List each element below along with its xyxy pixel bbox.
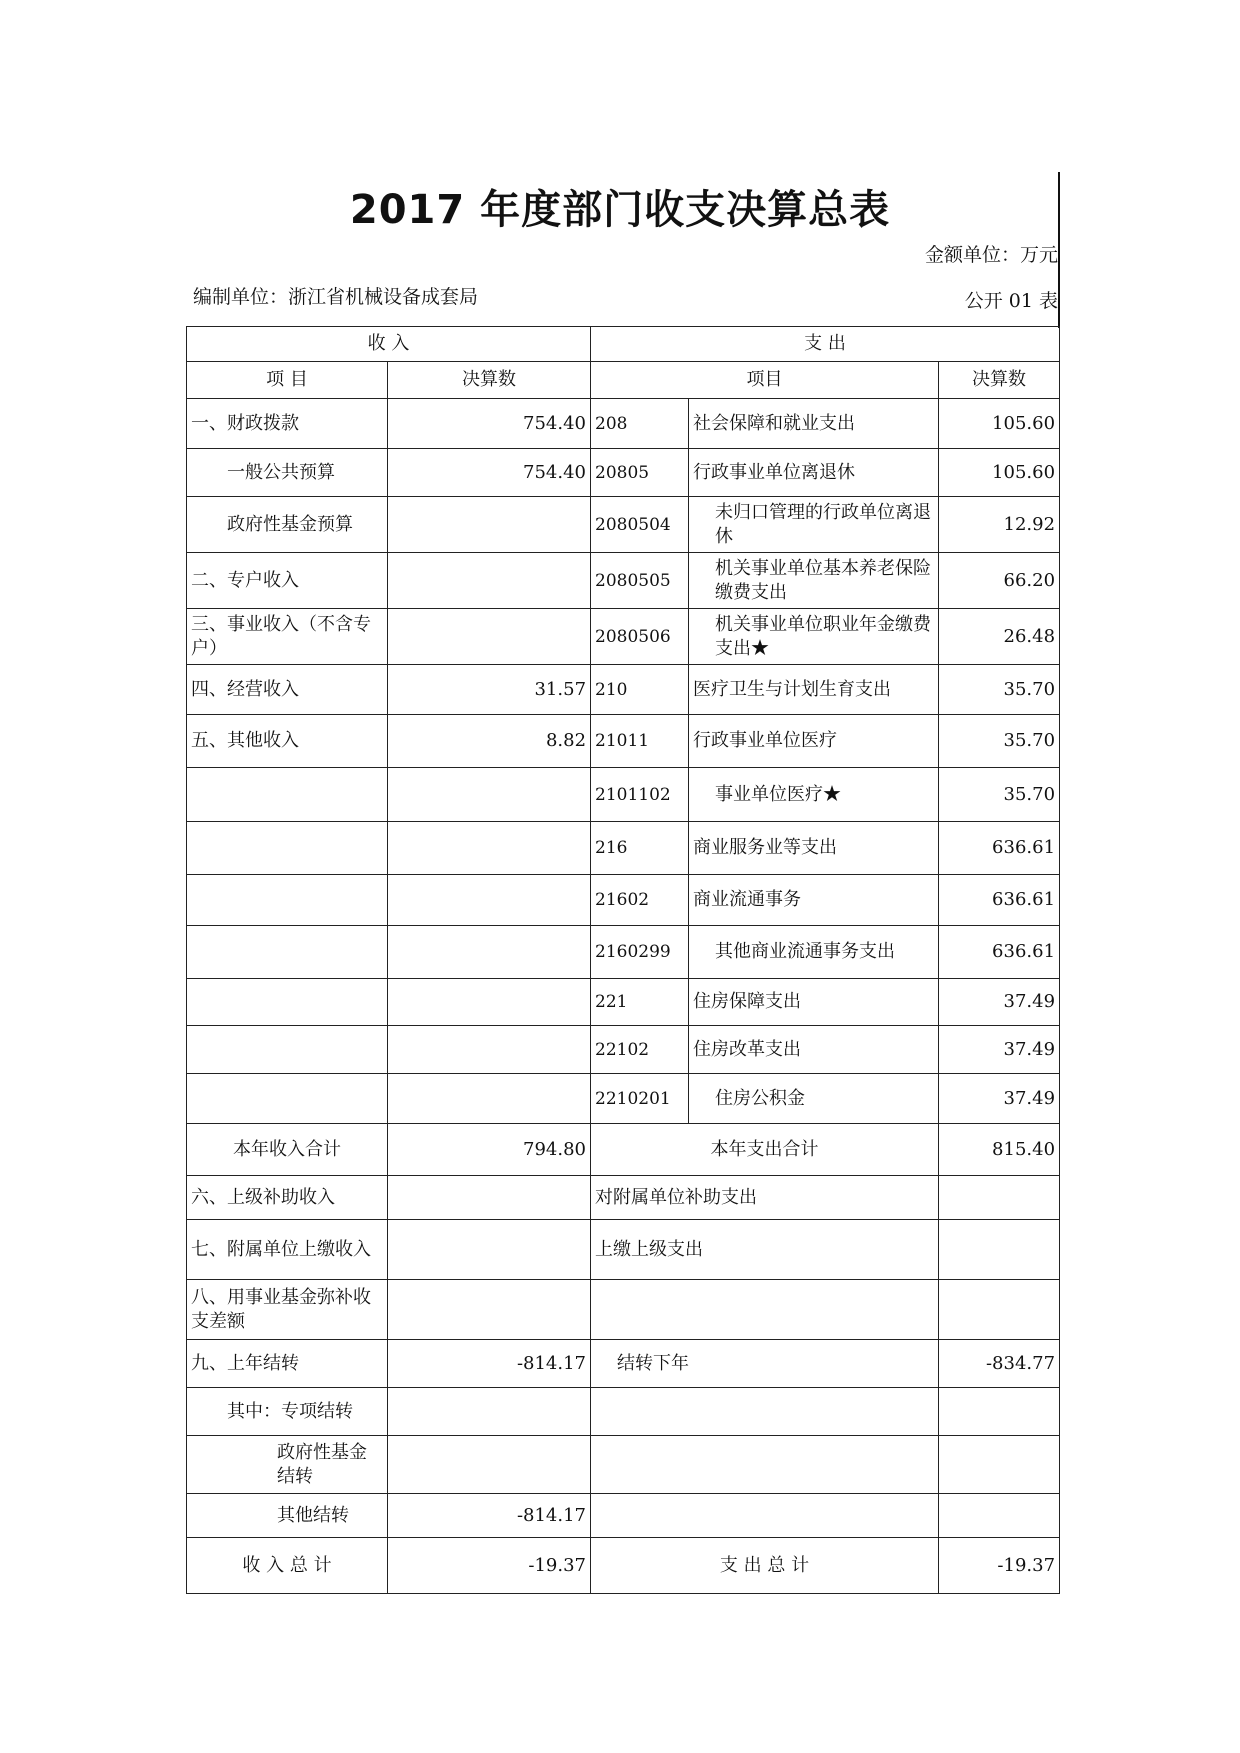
subject-code: 2210201: [591, 1074, 689, 1124]
income-header: 收 入: [187, 327, 591, 362]
expense-item: [591, 1280, 939, 1340]
table-number: 公开 01 表: [964, 290, 1058, 312]
subject-code: 2080505: [591, 553, 689, 609]
subject-code: 2160299: [591, 926, 689, 979]
expense-amount: 12.92: [939, 497, 1060, 553]
expense-amount-header: 决算数: [939, 362, 1060, 399]
income-amount: 31.57: [388, 665, 591, 715]
table-row: [187, 822, 1060, 875]
table-row: [187, 1026, 1060, 1074]
income-item: [187, 768, 388, 822]
table-row: [187, 1388, 1060, 1436]
expense-item: 对附属单位补助支出: [591, 1176, 939, 1220]
income-item: [187, 822, 388, 875]
expense-item: [591, 1388, 939, 1436]
expense-amount: [939, 1176, 1060, 1220]
income-item: 九、上年结转: [187, 1340, 388, 1388]
income-amount: [388, 553, 591, 609]
subject-code: 20805: [591, 449, 689, 497]
expense-item: 结转下年: [591, 1340, 939, 1388]
expense-item: 住房改革支出: [689, 1026, 939, 1074]
expense-total-label: 支 出 总 计: [591, 1538, 939, 1594]
income-amount: [388, 1074, 591, 1124]
table-row: [187, 1494, 1060, 1538]
income-item-header: 项 目: [187, 362, 388, 399]
income-item: 八、用事业基金弥补收支差额: [187, 1280, 388, 1340]
table-row: [187, 715, 1060, 768]
income-amount: [388, 1436, 591, 1494]
subject-code: 2080504: [591, 497, 689, 553]
table-row: [187, 1176, 1060, 1220]
subject-code: 2101102: [591, 768, 689, 822]
expense-amount: 26.48: [939, 609, 1060, 665]
table-row: [187, 768, 1060, 822]
subject-code: 21011: [591, 715, 689, 768]
income-amount: [388, 979, 591, 1026]
income-item: 政府性基金预算: [187, 497, 388, 553]
expense-amount: 37.49: [939, 1074, 1060, 1124]
budget-summary-table: [186, 326, 1060, 1594]
expense-item: 住房公积金: [689, 1074, 939, 1124]
expense-amount: 636.61: [939, 875, 1060, 926]
total-row: [187, 1538, 1060, 1594]
expense-total-amount: -19.37: [939, 1538, 1060, 1594]
expense-item-header: 项目: [591, 362, 939, 399]
income-total-label: 收 入 总 计: [187, 1538, 388, 1594]
expense-item: 上缴上级支出: [591, 1220, 939, 1280]
expense-subtotal-label: 本年支出合计: [591, 1124, 939, 1176]
expense-amount: 105.60: [939, 399, 1060, 449]
table-row: [187, 665, 1060, 715]
subject-code: 208: [591, 399, 689, 449]
income-amount: 754.40: [388, 399, 591, 449]
table-row: [187, 1280, 1060, 1340]
income-amount: [388, 1220, 591, 1280]
subject-code: 2080506: [591, 609, 689, 665]
table-row: [187, 1074, 1060, 1124]
table-row: [187, 553, 1060, 609]
subject-code: 22102: [591, 1026, 689, 1074]
expense-item: 其他商业流通事务支出: [689, 926, 939, 979]
table-row: [187, 1436, 1060, 1494]
expense-item: 医疗卫生与计划生育支出: [689, 665, 939, 715]
table-row: [187, 449, 1060, 497]
income-amount: [388, 1026, 591, 1074]
income-item: 七、附属单位上缴收入: [187, 1220, 388, 1280]
income-total-amount: -19.37: [388, 1538, 591, 1594]
table-row: [187, 497, 1060, 553]
expense-amount: [939, 1436, 1060, 1494]
income-amount: [388, 926, 591, 979]
income-item: 三、事业收入（不含专户）: [187, 609, 388, 665]
subtotal-row: [187, 1124, 1060, 1176]
expense-item: 事业单位医疗★: [689, 768, 939, 822]
subject-code: 21602: [591, 875, 689, 926]
income-amount: [388, 497, 591, 553]
income-item: [187, 1026, 388, 1074]
expense-item: 社会保障和就业支出: [689, 399, 939, 449]
expense-amount: 636.61: [939, 822, 1060, 875]
income-amount: [388, 875, 591, 926]
expense-item: [591, 1436, 939, 1494]
expense-item: 机关事业单位基本养老保险缴费支出: [689, 553, 939, 609]
income-amount: 754.40: [388, 449, 591, 497]
compiling-unit: 编制单位：浙江省机械设备成套局: [193, 286, 479, 308]
expense-item: 商业流通事务: [689, 875, 939, 926]
income-amount: 8.82: [388, 715, 591, 768]
expense-header: 支 出: [591, 327, 1060, 362]
income-item: 五、其他收入: [187, 715, 388, 768]
expense-item: 商业服务业等支出: [689, 822, 939, 875]
expense-amount: 35.70: [939, 768, 1060, 822]
table-row: [187, 399, 1060, 449]
income-amount: [388, 1176, 591, 1220]
income-item: 四、经营收入: [187, 665, 388, 715]
expense-item: 机关事业单位职业年金缴费支出★: [689, 609, 939, 665]
income-item: [187, 979, 388, 1026]
amount-unit: 金额单位：万元: [924, 244, 1058, 266]
expense-item: 未归口管理的行政单位离退休: [689, 497, 939, 553]
income-item: [187, 926, 388, 979]
table-row: [187, 875, 1060, 926]
income-amount: [388, 768, 591, 822]
expense-amount: 37.49: [939, 1026, 1060, 1074]
expense-item: 行政事业单位医疗: [689, 715, 939, 768]
expense-item: 行政事业单位离退休: [689, 449, 939, 497]
margin-rule: [1058, 172, 1060, 328]
income-item: 一般公共预算: [187, 449, 388, 497]
income-item: 二、专户收入: [187, 553, 388, 609]
table-row: [187, 926, 1060, 979]
income-amount: [388, 609, 591, 665]
income-amount-header: 决算数: [388, 362, 591, 399]
income-subtotal-label: 本年收入合计: [187, 1124, 388, 1176]
income-amount: [388, 1388, 591, 1436]
expense-amount: 35.70: [939, 715, 1060, 768]
page-title: 2017 年度部门收支决算总表: [349, 187, 891, 233]
income-amount: -814.17: [388, 1340, 591, 1388]
table-row: [187, 609, 1060, 665]
income-subtotal-amount: 794.80: [388, 1124, 591, 1176]
income-item: 政府性基金结转: [187, 1436, 388, 1494]
income-item: [187, 875, 388, 926]
expense-amount: 37.49: [939, 979, 1060, 1026]
expense-item: 住房保障支出: [689, 979, 939, 1026]
expense-amount: [939, 1494, 1060, 1538]
income-amount: [388, 822, 591, 875]
income-item: [187, 1074, 388, 1124]
income-item: 六、上级补助收入: [187, 1176, 388, 1220]
table-row: [187, 1340, 1060, 1388]
income-item: 其中：专项结转: [187, 1388, 388, 1436]
expense-amount: 35.70: [939, 665, 1060, 715]
expense-amount: -834.77: [939, 1340, 1060, 1388]
expense-amount: 105.60: [939, 449, 1060, 497]
income-item: 一、财政拨款: [187, 399, 388, 449]
expense-amount: [939, 1388, 1060, 1436]
expense-amount: 636.61: [939, 926, 1060, 979]
income-item: 其他结转: [187, 1494, 388, 1538]
table-row: [187, 1220, 1060, 1280]
income-amount: -814.17: [388, 1494, 591, 1538]
subject-code: 210: [591, 665, 689, 715]
expense-amount: [939, 1220, 1060, 1280]
subject-code: 216: [591, 822, 689, 875]
expense-subtotal-amount: 815.40: [939, 1124, 1060, 1176]
subject-code: 221: [591, 979, 689, 1026]
expense-item: [591, 1494, 939, 1538]
income-amount: [388, 1280, 591, 1340]
table-row: [187, 979, 1060, 1026]
expense-amount: [939, 1280, 1060, 1340]
expense-amount: 66.20: [939, 553, 1060, 609]
